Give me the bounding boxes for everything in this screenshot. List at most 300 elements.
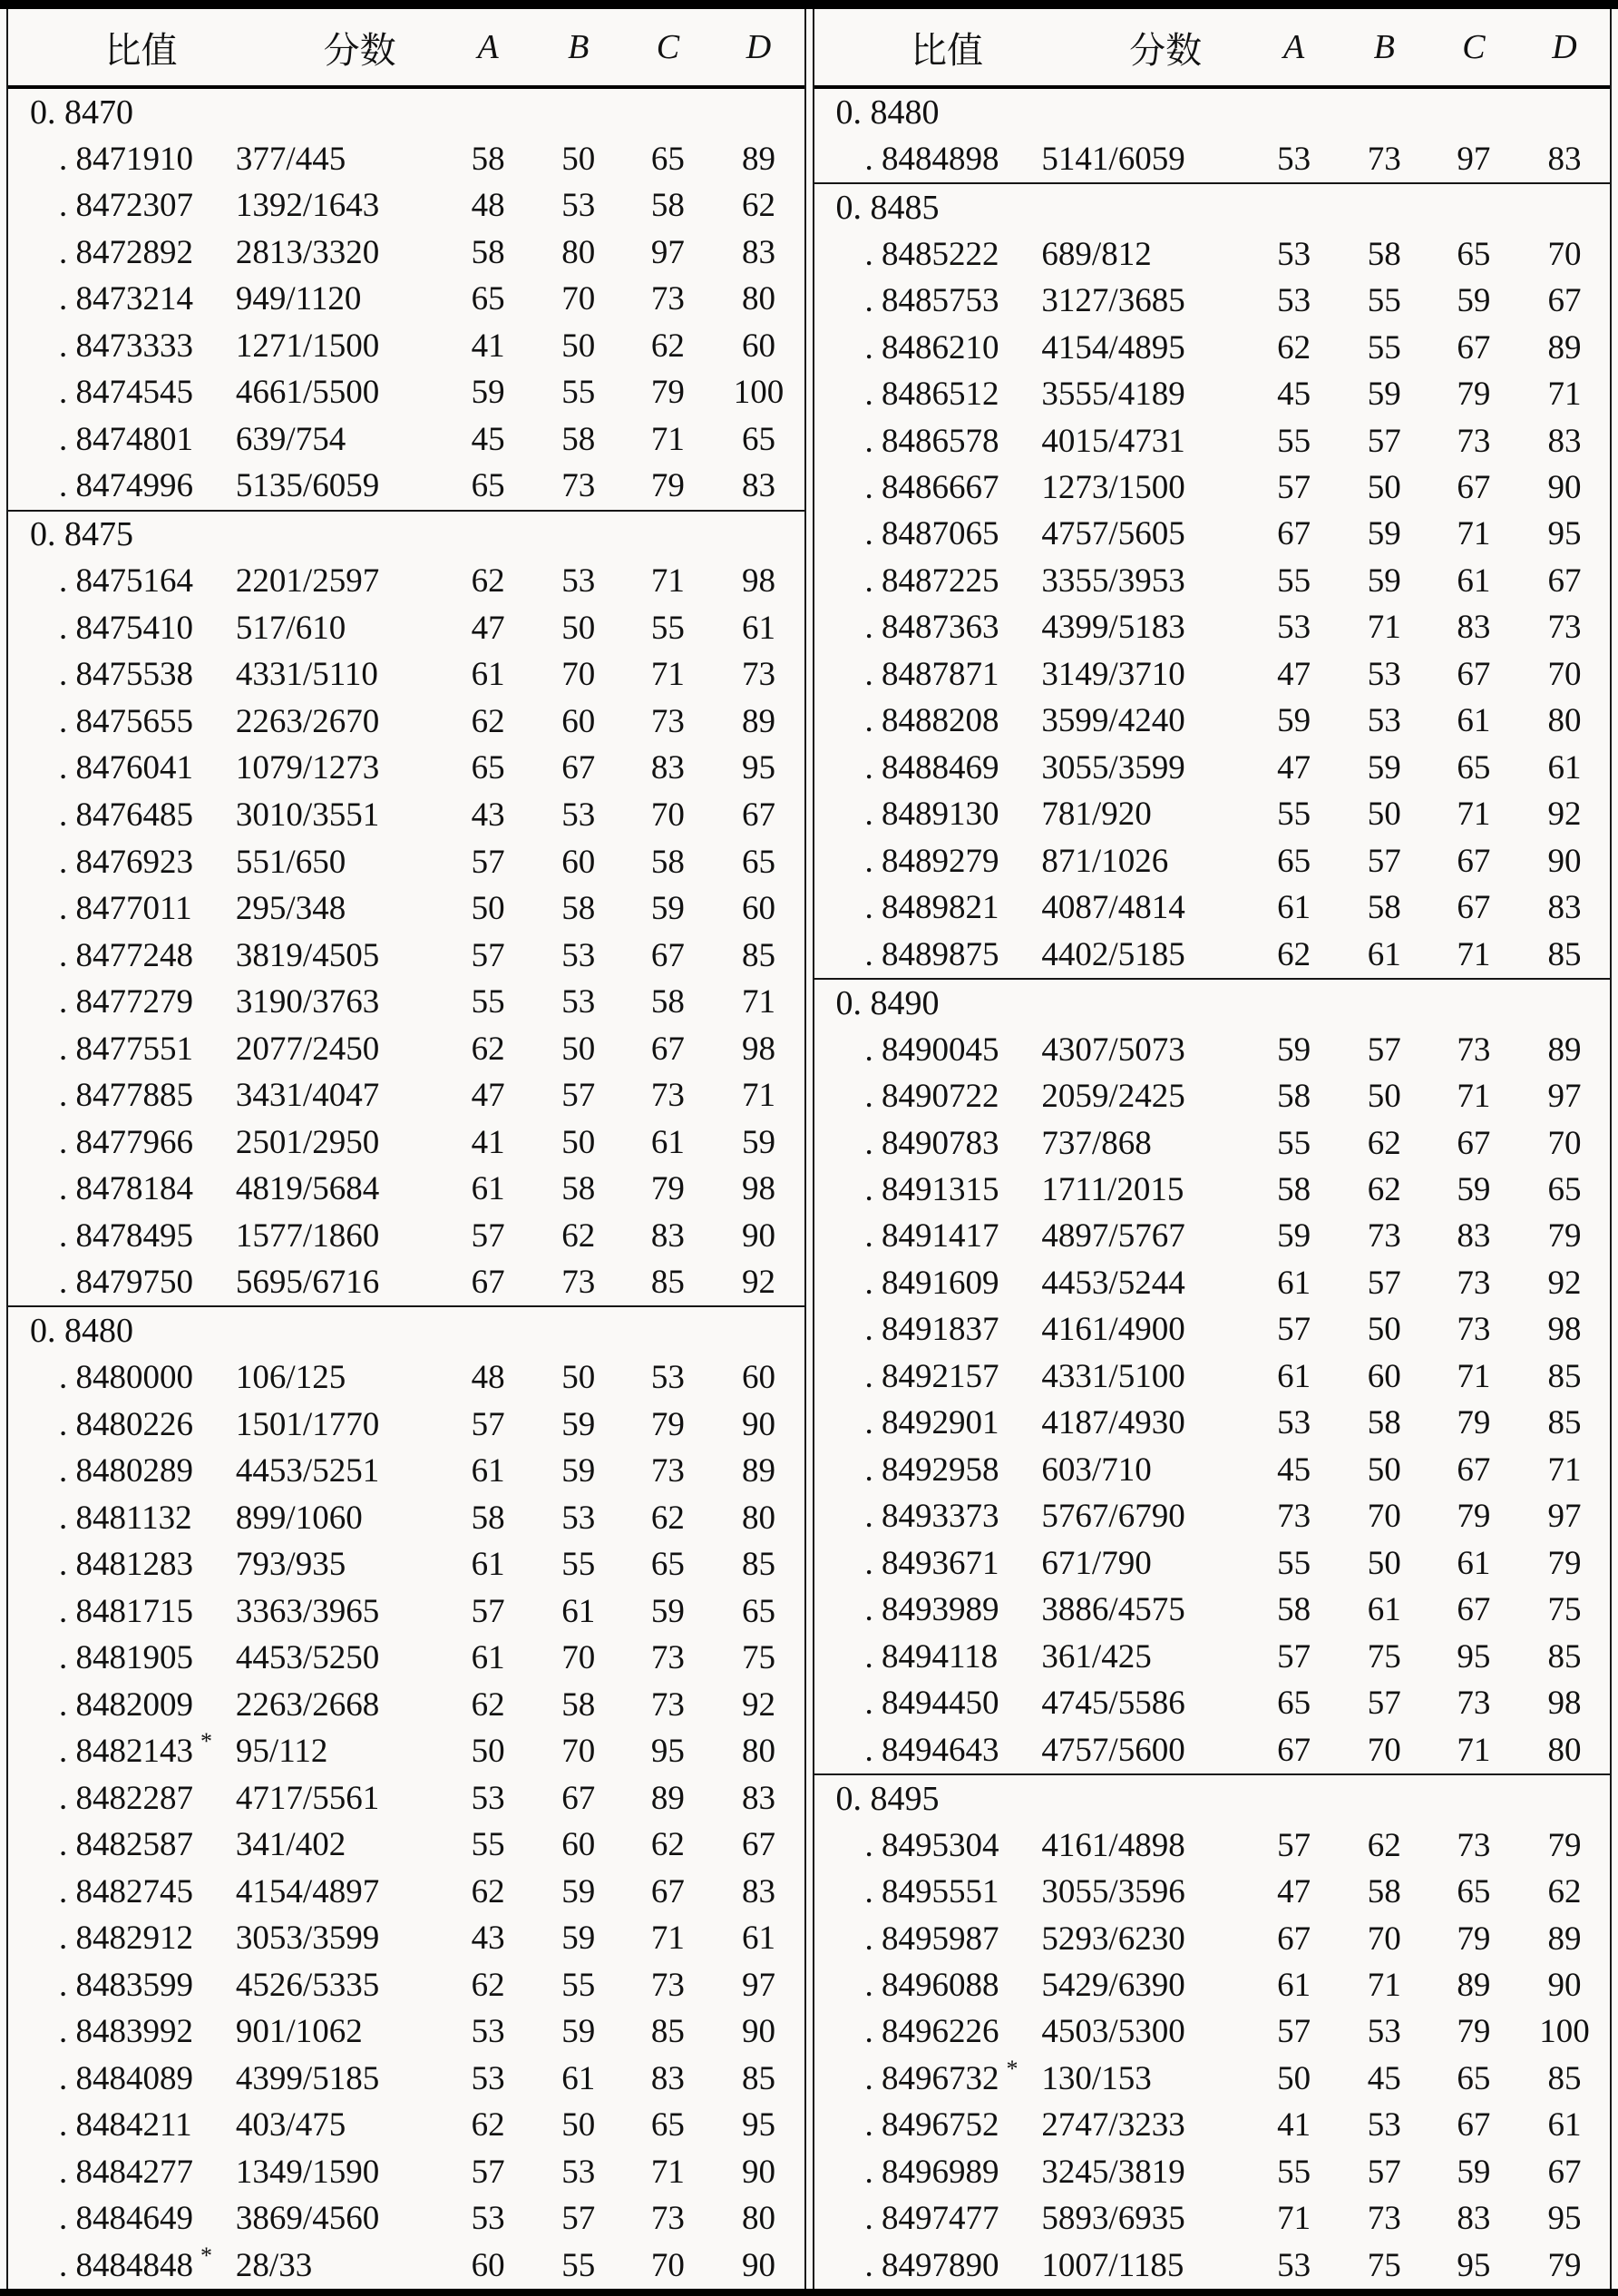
table-row — [8, 2102, 804, 2149]
value-cell: 55 — [1367, 328, 1401, 366]
value-cell: 47 — [471, 1077, 505, 1115]
value-cell: 100 — [733, 374, 785, 412]
value-cell: 79 — [650, 1170, 685, 1208]
value-cell: 59 — [1367, 562, 1401, 600]
ratio-cell: . 8477885 — [59, 1077, 193, 1115]
value-cell: 50 — [1277, 2059, 1311, 2097]
value-cell: 67 — [1277, 1920, 1311, 1958]
value-cell: 67 — [561, 749, 596, 787]
ratio-cell: . 8495551 — [864, 1873, 999, 1911]
table-row — [814, 1540, 1611, 1587]
value-cell: 59 — [1457, 282, 1491, 320]
ratio-cell: . 8478184 — [59, 1170, 193, 1208]
table-row — [814, 230, 1611, 277]
fraction-cell: 603/710 — [1041, 1451, 1152, 1489]
value-cell: 90 — [741, 2013, 775, 2051]
table-row — [8, 2149, 804, 2196]
value-cell: 61 — [1367, 935, 1401, 973]
table-row — [8, 1541, 804, 1588]
value-cell: 89 — [741, 140, 775, 178]
table-row — [814, 1073, 1611, 1119]
value-cell: 73 — [650, 2200, 685, 2238]
value-cell: 83 — [650, 749, 685, 787]
table-row — [8, 1072, 804, 1119]
value-cell: 62 — [1367, 1826, 1401, 1864]
ratio-cell: . 8477279 — [59, 983, 193, 1021]
value-cell: 58 — [1277, 1171, 1311, 1209]
value-cell: 59 — [561, 2013, 596, 2051]
value-cell: 59 — [1367, 515, 1401, 553]
fraction-cell: 4307/5073 — [1041, 1031, 1185, 1069]
table-row — [814, 511, 1611, 557]
value-cell: 79 — [1547, 1826, 1582, 1864]
value-cell: 53 — [1277, 2246, 1311, 2284]
value-cell: 73 — [650, 1452, 685, 1490]
value-cell: 57 — [1367, 1685, 1401, 1723]
ratio-cell: . 8491315 — [864, 1171, 999, 1209]
value-cell: 53 — [561, 936, 596, 974]
table-row — [814, 1167, 1611, 1213]
value-cell: 61 — [471, 656, 505, 694]
value-cell: 45 — [1367, 2059, 1401, 2097]
fraction-cell: 295/348 — [235, 890, 346, 928]
table-row — [8, 885, 804, 933]
table-row — [8, 1212, 804, 1259]
value-cell: 60 — [471, 2246, 505, 2284]
value-cell: 55 — [1277, 796, 1311, 834]
value-cell: 57 — [1277, 1826, 1311, 1864]
fraction-cell: 4187/4930 — [1041, 1404, 1185, 1442]
ratio-cell: . 8487363 — [864, 609, 999, 647]
value-cell: 59 — [650, 1592, 685, 1630]
table-row — [8, 1448, 804, 1495]
value-cell: 58 — [1367, 889, 1401, 927]
value-cell: 61 — [1457, 702, 1491, 740]
fraction-cell: 4897/5767 — [1041, 1217, 1185, 1255]
value-cell: 58 — [650, 187, 685, 225]
ratio-cell: . 8486210 — [864, 328, 999, 366]
value-cell: 97 — [1457, 140, 1491, 178]
table-row — [8, 1915, 804, 1962]
ratio-cell: . 8482745 — [59, 1872, 193, 1910]
panel-divider — [806, 9, 813, 2289]
value-cell: 95 — [1547, 2200, 1582, 2238]
column-header-d: D — [746, 28, 772, 66]
value-cell: 67 — [1457, 2106, 1491, 2145]
table-row — [8, 1962, 804, 2009]
column-header-a: A — [1283, 28, 1305, 66]
value-cell: 61 — [741, 609, 775, 647]
value-cell: 80 — [1547, 702, 1582, 740]
value-cell: 53 — [471, 2059, 505, 2097]
table-row — [814, 1493, 1611, 1539]
table-row — [814, 1822, 1611, 1868]
ratio-cell: . 8487871 — [864, 655, 999, 693]
value-cell: 61 — [1277, 1264, 1311, 1302]
table-row — [814, 278, 1611, 324]
footnote-asterisk: * — [1006, 2055, 1019, 2082]
ratio-cell: . 8489875 — [864, 935, 999, 973]
value-cell: 85 — [741, 936, 775, 974]
value-cell: 62 — [1277, 935, 1311, 973]
ratio-cell: . 8491609 — [864, 1264, 999, 1302]
value-cell: 98 — [741, 562, 775, 601]
ratio-cell: . 8492157 — [864, 1357, 999, 1395]
value-cell: 67 — [471, 1264, 505, 1302]
table-row — [814, 464, 1611, 511]
value-cell: 98 — [1547, 1685, 1582, 1723]
value-cell: 61 — [1277, 1966, 1311, 2004]
value-cell: 79 — [1457, 376, 1491, 414]
fraction-cell: 4661/5500 — [235, 374, 380, 412]
value-cell: 57 — [1367, 1031, 1401, 1069]
ratio-cell: . 8494118 — [864, 1637, 999, 1676]
value-cell: 53 — [471, 2013, 505, 2051]
value-cell: 79 — [1547, 1217, 1582, 1255]
value-cell: 71 — [650, 420, 685, 458]
ratio-cell: . 8487225 — [864, 562, 999, 600]
fraction-cell: 361/425 — [1041, 1637, 1152, 1676]
ratio-cell: . 8475410 — [59, 609, 193, 647]
value-cell: 73 — [1367, 140, 1401, 178]
value-cell: 67 — [1547, 2153, 1582, 2191]
value-cell: 73 — [650, 1685, 685, 1724]
table-row — [8, 1588, 804, 1636]
value-cell: 53 — [1277, 1404, 1311, 1442]
value-cell: 71 — [741, 983, 775, 1021]
fraction-cell: 3886/4575 — [1041, 1591, 1185, 1629]
table-row — [8, 463, 804, 510]
value-cell: 47 — [1277, 655, 1311, 693]
value-cell: 53 — [1367, 2013, 1401, 2051]
value-cell: 92 — [1547, 1264, 1582, 1302]
fraction-cell: 4745/5586 — [1041, 1685, 1185, 1723]
fraction-cell: 403/475 — [235, 2106, 346, 2145]
table-row — [8, 745, 804, 792]
value-cell: 80 — [1547, 1731, 1582, 1769]
ratio-cell: . 8484649 — [59, 2200, 193, 2238]
value-cell: 59 — [471, 374, 505, 412]
fraction-cell: 4399/5185 — [235, 2059, 380, 2097]
value-cell: 97 — [1547, 1498, 1582, 1536]
value-cell: 59 — [1367, 748, 1401, 787]
fraction-cell: 4757/5605 — [1041, 515, 1185, 553]
value-cell: 59 — [561, 1920, 596, 1958]
ratio-cell: . 8484089 — [59, 2059, 193, 2097]
value-cell: 89 — [741, 702, 775, 740]
value-cell: 67 — [1547, 282, 1582, 320]
value-cell: 59 — [561, 1872, 596, 1910]
value-cell: 61 — [1277, 889, 1311, 927]
value-cell: 83 — [650, 1216, 685, 1255]
fraction-cell: 130/153 — [1041, 2059, 1152, 2097]
value-cell: 73 — [561, 467, 596, 505]
table-row — [8, 979, 804, 1026]
value-cell: 100 — [1539, 2013, 1590, 2051]
ratio-cell: . 8480289 — [59, 1452, 193, 1490]
ratio-cell: . 8482009 — [59, 1685, 193, 1724]
value-cell: 57 — [471, 843, 505, 881]
fraction-cell: 517/610 — [235, 609, 346, 647]
fraction-cell: 3355/3953 — [1041, 562, 1185, 600]
fraction-cell: 2747/3233 — [1041, 2106, 1185, 2145]
section-label: 0. 8490 — [835, 983, 940, 1022]
ratio-cell: . 8496732 * — [864, 2055, 1019, 2097]
fraction-cell: 2059/2425 — [1041, 1078, 1185, 1116]
value-cell: 85 — [1547, 1637, 1582, 1676]
value-cell: 62 — [741, 187, 775, 225]
value-cell: 67 — [1457, 889, 1491, 927]
section-header-row — [814, 978, 1611, 1026]
value-cell: 57 — [1367, 2153, 1401, 2191]
value-cell: 58 — [1367, 1873, 1401, 1911]
table-row — [8, 1119, 804, 1166]
column-header-fraction: 分数 — [1129, 29, 1203, 71]
fraction-cell: 4453/5251 — [235, 1452, 380, 1490]
ratio-cell: . 8487065 — [864, 515, 999, 553]
fraction-cell: 106/125 — [235, 1359, 346, 1397]
ratio-cell: . 8482287 — [59, 1779, 193, 1817]
ratio-cell: . 8496226 — [864, 2013, 999, 2051]
fraction-cell: 793/935 — [235, 1546, 346, 1584]
fraction-cell: 95/112 — [235, 1733, 328, 1771]
column-header-a: A — [477, 28, 499, 66]
value-cell: 62 — [1277, 328, 1311, 366]
ratio-cell: . 8481283 — [59, 1546, 193, 1584]
value-cell: 71 — [1457, 1078, 1491, 1116]
fraction-cell: 1079/1273 — [235, 749, 380, 787]
ratio-cell: . 8496752 — [864, 2106, 999, 2145]
value-cell: 53 — [1277, 235, 1311, 273]
value-cell: 75 — [1547, 1591, 1582, 1629]
value-cell: 67 — [650, 1030, 685, 1068]
value-cell: 71 — [650, 1920, 685, 1958]
column-header-row — [814, 9, 1611, 89]
value-cell: 83 — [741, 1872, 775, 1910]
value-cell: 45 — [471, 420, 505, 458]
table-row — [814, 2195, 1611, 2242]
value-cell: 83 — [1457, 2200, 1491, 2238]
ratio-cell: . 8482912 — [59, 1920, 193, 1958]
value-cell: 79 — [1457, 1404, 1491, 1442]
fraction-cell: 5695/6716 — [235, 1264, 380, 1302]
section-label: 0. 8495 — [835, 1779, 940, 1818]
fraction-cell: 3869/4560 — [235, 2200, 380, 2238]
value-cell: 41 — [471, 327, 505, 365]
value-cell: 62 — [650, 1826, 685, 1864]
ratio-cell: . 8486667 — [864, 468, 999, 506]
ratio-cell: . 8484277 — [59, 2153, 193, 2191]
ratio-cell: . 8489279 — [864, 842, 999, 880]
table-row — [814, 1260, 1611, 1306]
value-cell: 71 — [650, 656, 685, 694]
value-cell: 53 — [471, 1779, 505, 1817]
fraction-cell: 4015/4731 — [1041, 422, 1185, 460]
fraction-cell: 1577/1860 — [235, 1216, 380, 1255]
value-cell: 73 — [1277, 1498, 1311, 1536]
ratio-cell: . 8481132 — [59, 1499, 192, 1537]
value-cell: 65 — [1547, 1171, 1582, 1209]
fraction-cell: 5429/6390 — [1041, 1966, 1185, 2004]
ratio-cell: . 8477011 — [59, 890, 192, 928]
value-cell: 73 — [1367, 2200, 1401, 2238]
fraction-cell: 2263/2668 — [235, 1685, 380, 1724]
value-cell: 53 — [561, 1499, 596, 1537]
table-row — [814, 2056, 1611, 2102]
value-cell: 53 — [561, 796, 596, 834]
section-header-row — [8, 1305, 804, 1354]
value-cell: 90 — [741, 1216, 775, 1255]
value-cell: 71 — [1457, 796, 1491, 834]
table-row — [814, 2149, 1611, 2195]
value-cell: 83 — [1547, 140, 1582, 178]
section-label: 0. 8470 — [30, 93, 133, 132]
ratio-table-right — [813, 9, 1613, 2289]
section-header-row — [8, 510, 804, 559]
value-cell: 59 — [1457, 1171, 1491, 1209]
table-body-left — [8, 89, 804, 2289]
value-cell: 55 — [561, 2246, 596, 2284]
fraction-cell: 3127/3685 — [1041, 282, 1185, 320]
ratio-cell: . 8494450 — [864, 1685, 999, 1723]
fraction-cell: 2077/2450 — [235, 1030, 380, 1068]
value-cell: 55 — [471, 1826, 505, 1864]
fraction-cell: 5141/6059 — [1041, 140, 1185, 178]
value-cell: 61 — [1547, 748, 1582, 787]
table-row — [8, 2008, 804, 2056]
table-row — [8, 2195, 804, 2242]
value-cell: 65 — [650, 140, 685, 178]
value-cell: 58 — [650, 843, 685, 881]
value-cell: 80 — [561, 233, 596, 271]
value-cell: 43 — [471, 1920, 505, 1958]
fraction-cell: 4717/5561 — [235, 1779, 380, 1817]
fraction-cell: 4526/5335 — [235, 1966, 380, 2004]
value-cell: 61 — [561, 1592, 596, 1630]
value-cell: 53 — [561, 983, 596, 1021]
value-cell: 55 — [561, 1966, 596, 2004]
value-cell: 57 — [1277, 468, 1311, 506]
value-cell: 85 — [650, 2013, 685, 2051]
value-cell: 53 — [1277, 609, 1311, 647]
value-cell: 98 — [741, 1170, 775, 1208]
ratio-cell: . 8479750 — [59, 1264, 193, 1302]
ratio-cell: . 8480000 — [59, 1359, 193, 1397]
value-cell: 67 — [1457, 328, 1491, 366]
value-cell: 50 — [561, 2106, 596, 2145]
value-cell: 60 — [561, 1826, 596, 1864]
ratio-cell: . 8488208 — [864, 702, 999, 740]
value-cell: 95 — [741, 2106, 775, 2145]
ratio-cell: . 8497477 — [864, 2200, 999, 2238]
value-cell: 61 — [1367, 1591, 1401, 1629]
section-header-row — [814, 1773, 1611, 1822]
value-cell: 98 — [741, 1030, 775, 1068]
value-cell: 53 — [650, 1359, 685, 1397]
value-cell: 47 — [471, 609, 505, 647]
value-cell: 45 — [1277, 376, 1311, 414]
fraction-cell: 4331/5100 — [1041, 1357, 1185, 1395]
value-cell: 80 — [741, 280, 775, 318]
fraction-cell: 1349/1590 — [235, 2153, 380, 2191]
value-cell: 71 — [741, 1077, 775, 1115]
fraction-cell: 1007/1185 — [1041, 2246, 1184, 2284]
value-cell: 61 — [741, 1920, 775, 1958]
value-cell: 62 — [471, 1872, 505, 1910]
value-cell: 71 — [650, 2153, 685, 2191]
table-row — [814, 1119, 1611, 1166]
column-header-c: C — [656, 28, 680, 66]
value-cell: 90 — [1547, 468, 1582, 506]
table-row — [8, 1259, 804, 1306]
table-row — [8, 605, 804, 652]
ratio-cell: . 8476041 — [59, 749, 193, 787]
value-cell: 85 — [1547, 2059, 1582, 2097]
value-cell: 43 — [471, 796, 505, 834]
ratio-cell: . 8491417 — [864, 1217, 999, 1255]
table-row — [8, 2242, 804, 2290]
ratio-cell: . 8496989 — [864, 2153, 999, 2191]
table-row — [8, 1822, 804, 1869]
value-cell: 67 — [650, 1872, 685, 1910]
table-row — [814, 1400, 1611, 1446]
value-cell: 85 — [1547, 1357, 1582, 1395]
value-cell: 57 — [1367, 422, 1401, 460]
value-cell: 57 — [1367, 842, 1401, 880]
value-cell: 60 — [741, 327, 775, 365]
ratio-cell: . 8483992 — [59, 2013, 193, 2051]
value-cell: 50 — [561, 609, 596, 647]
value-cell: 83 — [741, 1779, 775, 1817]
value-cell: 65 — [1457, 748, 1491, 787]
value-cell: 79 — [1547, 2246, 1582, 2284]
fraction-cell: 4757/5600 — [1041, 1731, 1185, 1769]
value-cell: 73 — [1457, 1031, 1491, 1069]
table-row — [814, 1633, 1611, 1679]
fraction-cell: 4453/5250 — [235, 1639, 380, 1677]
table-row — [814, 604, 1611, 650]
value-cell: 58 — [1367, 1404, 1401, 1442]
value-cell: 59 — [1457, 2153, 1491, 2191]
value-cell: 75 — [1367, 2246, 1401, 2284]
value-cell: 83 — [1457, 1217, 1491, 1255]
table-row — [8, 651, 804, 699]
value-cell: 58 — [561, 420, 596, 458]
value-cell: 79 — [650, 467, 685, 505]
value-cell: 61 — [1277, 1357, 1311, 1395]
fraction-cell: 737/868 — [1041, 1124, 1152, 1162]
ratio-cell: . 8477966 — [59, 1123, 193, 1161]
value-cell: 62 — [471, 2106, 505, 2145]
table-row — [814, 791, 1611, 837]
fraction-cell: 28/33 — [235, 2246, 313, 2284]
value-cell: 73 — [650, 702, 685, 740]
column-header-c: C — [1462, 28, 1486, 66]
value-cell: 58 — [561, 890, 596, 928]
value-cell: 57 — [471, 936, 505, 974]
value-cell: 95 — [650, 1733, 685, 1771]
table-row — [8, 136, 804, 183]
ratio-cell: . 8494643 — [864, 1731, 999, 1769]
table-row — [8, 1354, 804, 1402]
table-row — [814, 1680, 1611, 1726]
value-cell: 53 — [471, 2200, 505, 2238]
fraction-cell: 3053/3599 — [235, 1920, 380, 1958]
value-cell: 65 — [741, 1592, 775, 1630]
value-cell: 67 — [1277, 515, 1311, 553]
ratio-cell: . 8483599 — [59, 1966, 193, 2004]
ratio-cell: . 8496088 — [864, 1966, 999, 2004]
